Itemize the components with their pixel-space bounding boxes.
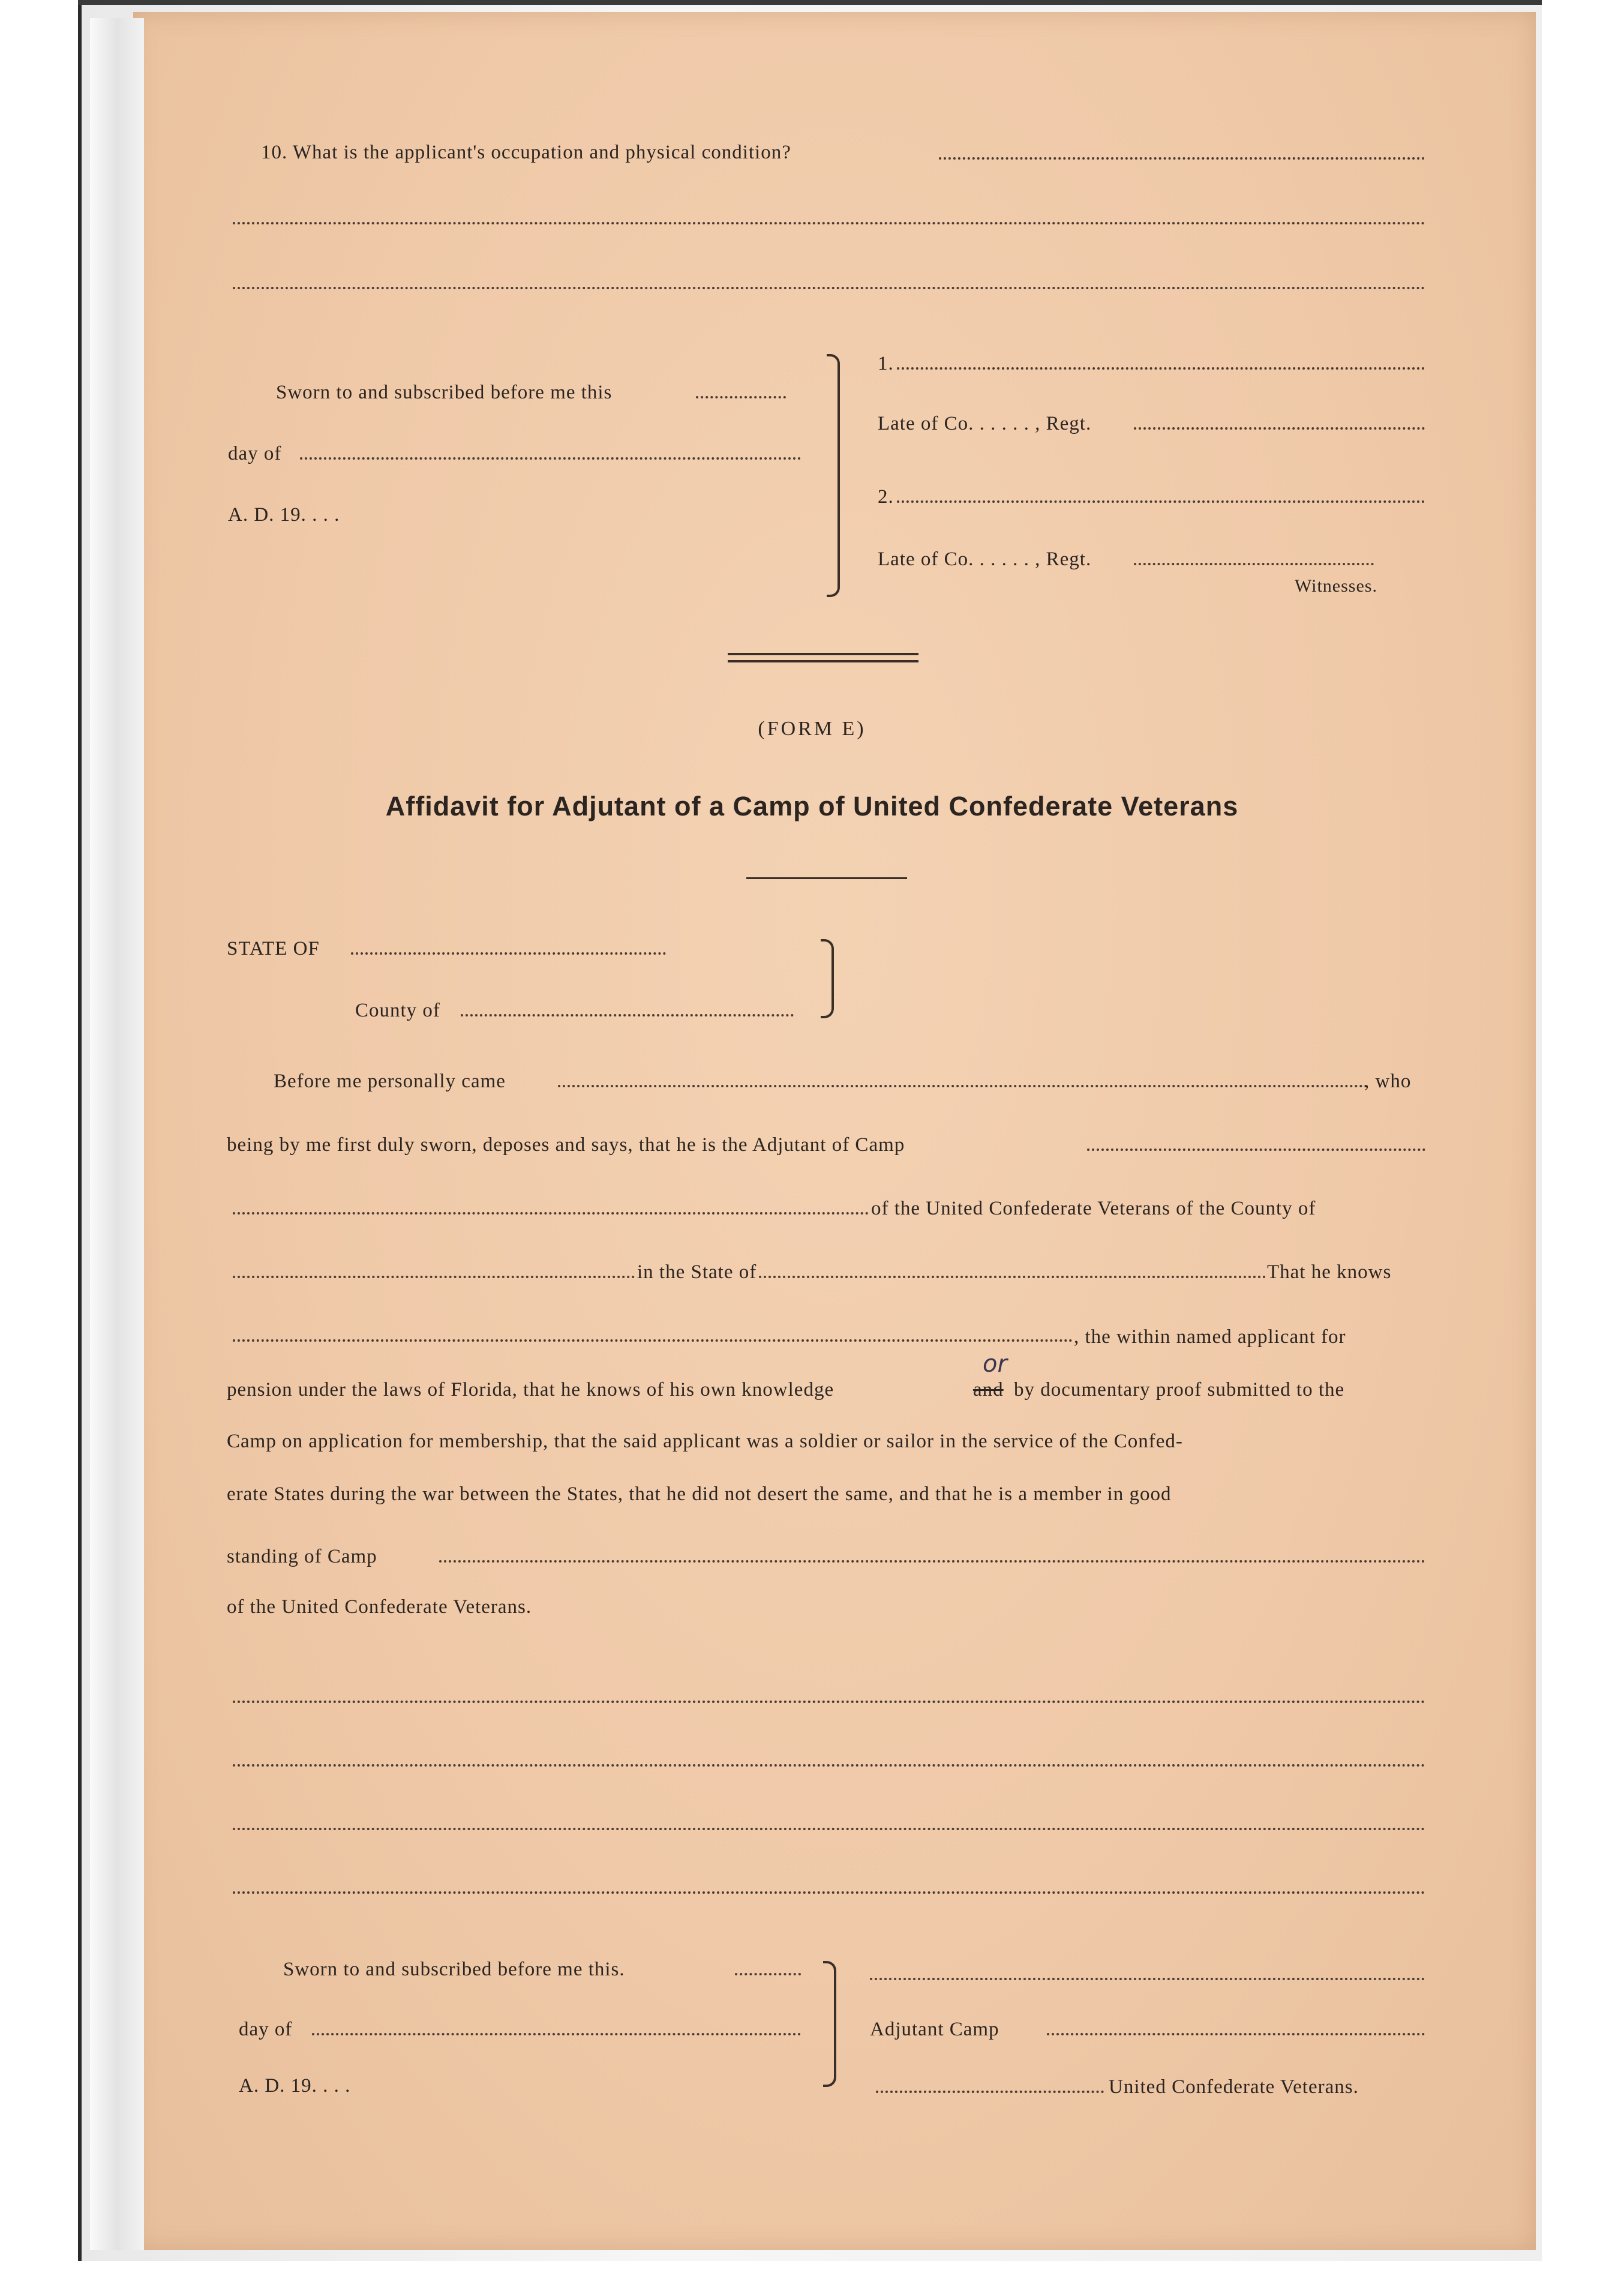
- pension-text-b: by documentary proof submitted to the: [1014, 1379, 1345, 1401]
- handwritten-or: or: [983, 1350, 1007, 1378]
- camp-name-line: [1087, 1130, 1425, 1151]
- county-of-label: County of: [355, 1000, 440, 1021]
- standing-camp-line: [439, 1542, 1425, 1563]
- blank-line-3: [233, 1810, 1425, 1830]
- witness-1-regt-line: [1134, 409, 1425, 430]
- q10-answer-line: [939, 139, 1425, 160]
- witness-2-number: 2.: [878, 486, 894, 508]
- q10-answer-line-2: [233, 204, 1425, 224]
- ucv-camp-line: [876, 2073, 1104, 2093]
- within-named-text: , the within named applicant for: [1074, 1326, 1346, 1348]
- witness-1-number: 1.: [878, 353, 894, 374]
- duly-sworn-text: being by me first duly sworn, deposes and says, that he is the Adjutant of Camp: [227, 1134, 905, 1156]
- sworn-text-bottom: Sworn to and subscribed before me this.: [283, 1959, 625, 1980]
- standing-text: standing of Camp: [227, 1546, 377, 1567]
- signature-line: [870, 1960, 1425, 1980]
- q10-answer-line-3: [233, 269, 1425, 289]
- pension-text-a: pension under the laws of Florida, that he knows of his own knowledge: [227, 1379, 834, 1401]
- sworn-day-line-bottom: [735, 1955, 801, 1975]
- state-of-line: [351, 934, 666, 955]
- ad-label-bottom: A. D. 19. . . .: [239, 2075, 351, 2097]
- affiant-name-line: [558, 1067, 1368, 1087]
- county-of-line: [461, 996, 794, 1016]
- state-of-label: STATE OF: [227, 938, 320, 959]
- ucv-label: United Confederate Veterans.: [1109, 2076, 1359, 2098]
- in-state-text: in the State of: [637, 1261, 757, 1283]
- struck-and: and: [973, 1379, 1004, 1401]
- sleeve-left-fold: [90, 18, 144, 2250]
- form-heading: Affidavit for Adjutant of a Camp of United Confederate Veterans: [385, 791, 1239, 821]
- ad-label-top: A. D. 19. . . .: [228, 504, 340, 526]
- day-of-line-top: [300, 439, 801, 460]
- adjutant-camp-line: [1047, 2015, 1425, 2035]
- day-of-line-bottom: [312, 2015, 801, 2035]
- ucv-county-text: of the United Confederate Veterans of the County of: [871, 1198, 1316, 1219]
- section-divider-2: [728, 660, 918, 662]
- witness-2-line: [897, 482, 1425, 503]
- camp-application-text: Camp on application for membership, that the said applicant was a soldier or sailor in the service of the Confed-: [227, 1431, 1183, 1452]
- who-text: , who: [1364, 1070, 1412, 1092]
- before-me-text: Before me personally came: [274, 1070, 506, 1092]
- day-of-label-top: day of: [228, 443, 282, 464]
- that-he-knows-text: That he knows: [1267, 1261, 1392, 1283]
- witness-1-late-of: Late of Co. . . . . . , Regt.: [878, 413, 1092, 434]
- applicant-name-line: [233, 1321, 1073, 1342]
- blank-line-4: [233, 1873, 1425, 1894]
- question-10: 10. What is the applicant's occupation and physical condition?: [261, 142, 791, 163]
- sworn-day-line-top: [696, 378, 786, 398]
- witness-2-late-of: Late of Co. . . . . . , Regt.: [878, 548, 1092, 570]
- blank-line-2: [233, 1746, 1425, 1767]
- day-of-label-bottom: day of: [239, 2019, 293, 2040]
- sworn-text-top: Sworn to and subscribed before me this: [276, 382, 613, 403]
- witnesses-label: Witnesses.: [1295, 576, 1377, 596]
- state-line: [759, 1258, 1266, 1278]
- county-line: [233, 1258, 635, 1278]
- form-label: (FORM E): [758, 718, 866, 740]
- adjutant-camp-label: Adjutant Camp: [870, 2019, 999, 2040]
- signature-brace: [823, 1961, 836, 2087]
- heading-underline: [746, 877, 907, 879]
- venue-brace: [821, 939, 834, 1018]
- confederate-service-text: erate States during the war between the States, that he did not desert the same, and that he is a member in good: [227, 1483, 1172, 1505]
- witness-2-regt-line: [1134, 545, 1374, 565]
- ucv-end-text: of the United Confederate Veterans.: [227, 1596, 532, 1618]
- section-divider-1: [728, 653, 918, 655]
- witness-1-line: [897, 349, 1425, 370]
- camp-name-line-2: [233, 1194, 869, 1215]
- blank-line-1: [233, 1683, 1425, 1703]
- witness-brace-top: [827, 354, 840, 597]
